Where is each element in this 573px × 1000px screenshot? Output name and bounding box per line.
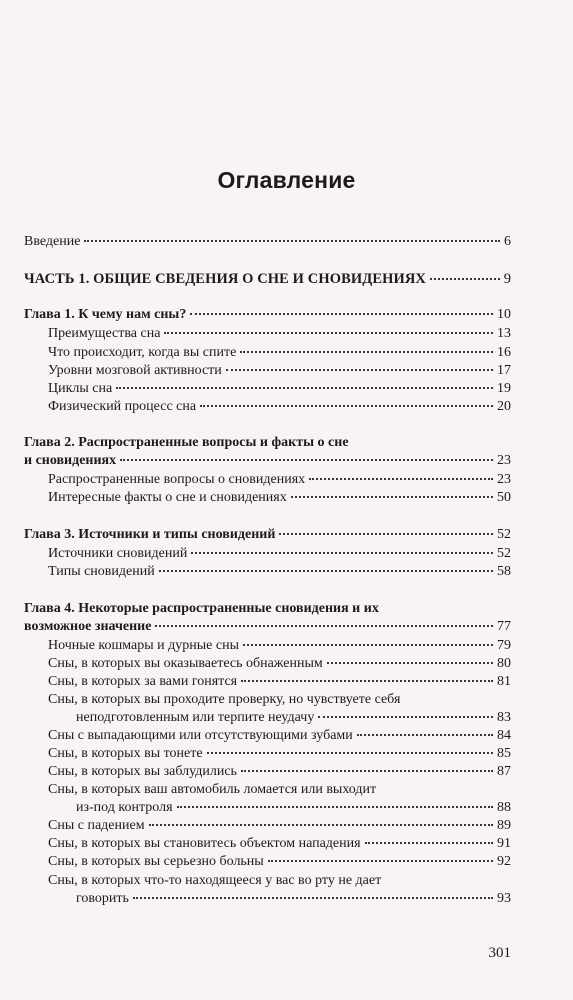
dot-leader bbox=[357, 734, 493, 736]
toc-label: говорить bbox=[76, 891, 129, 906]
toc-entry bbox=[48, 853, 511, 871]
dot-leader bbox=[133, 897, 493, 899]
toc-label: Источники сновидений bbox=[48, 546, 188, 561]
toc-label: Глава 3. Источники и типы сновидений bbox=[24, 527, 276, 542]
dot-leader bbox=[309, 478, 493, 480]
toc-label: Введение bbox=[24, 234, 81, 249]
toc-page: 81 bbox=[497, 674, 511, 689]
toc-entry bbox=[76, 799, 511, 817]
dot-leader bbox=[155, 625, 493, 627]
dot-leader bbox=[241, 680, 493, 682]
toc-label: Сны, в которых вы тонете bbox=[48, 746, 203, 761]
toc-label: Преимущества сна bbox=[48, 326, 161, 341]
toc-page: 19 bbox=[497, 381, 511, 396]
toc-page: 13 bbox=[497, 326, 511, 341]
toc-page: 92 bbox=[497, 854, 511, 869]
toc-entry-line1: Сны, в которых ваш автомобиль ломается или выходит bbox=[48, 782, 377, 797]
toc-label: Что происходит, когда вы спите bbox=[48, 345, 237, 360]
dot-leader bbox=[159, 570, 493, 572]
dot-leader bbox=[226, 369, 493, 371]
dot-leader bbox=[318, 716, 493, 718]
toc-page: 23 bbox=[497, 453, 511, 468]
toc-page: 50 bbox=[497, 490, 511, 505]
toc-label: и сновидениях bbox=[24, 453, 117, 468]
toc-entry bbox=[48, 763, 511, 781]
toc-chapter-2-title-line1: Глава 2. Распространенные вопросы и факты о сне bbox=[24, 435, 349, 450]
toc-page: 16 bbox=[497, 345, 511, 360]
dot-leader bbox=[268, 860, 493, 862]
toc-page: 77 bbox=[497, 619, 511, 634]
toc-page: 9 bbox=[503, 271, 511, 287]
toc-entry-chapter-4 bbox=[24, 618, 511, 636]
toc-label: Сны, в которых вы серьезно больны bbox=[48, 854, 264, 869]
toc-label: из-под контроля bbox=[76, 800, 173, 815]
dot-leader bbox=[177, 806, 493, 808]
dot-leader bbox=[191, 552, 493, 554]
toc-entry-chapter-3 bbox=[24, 526, 511, 544]
toc-page: 93 bbox=[497, 891, 511, 906]
toc-entry bbox=[76, 890, 511, 908]
page-number: 301 bbox=[488, 945, 511, 961]
toc-label: Типы сновидений bbox=[48, 564, 155, 579]
toc-entry bbox=[48, 673, 511, 691]
dot-leader bbox=[116, 387, 493, 389]
toc-page: 23 bbox=[497, 472, 511, 487]
toc-entry-line1: Сны, в которых что-то находящееся у вас во рту не дает bbox=[48, 873, 382, 888]
dot-leader bbox=[164, 332, 493, 334]
toc-label: возможное значение bbox=[24, 619, 152, 634]
toc-entry-intro bbox=[24, 233, 511, 251]
dot-leader bbox=[149, 824, 493, 826]
toc-label: Сны, в которых вы становитесь объектом нападения bbox=[48, 836, 361, 851]
toc-label: неподготовленным или терпите неудачу bbox=[76, 710, 315, 725]
dot-leader bbox=[240, 351, 493, 353]
toc-label: Ночные кошмары и дурные сны bbox=[48, 638, 239, 653]
toc-page: 17 bbox=[497, 363, 511, 378]
toc-entry bbox=[48, 325, 511, 343]
toc-entry-part-1 bbox=[24, 270, 511, 288]
toc-label: Глава 1. К чему нам сны? bbox=[24, 307, 187, 322]
dot-leader bbox=[243, 644, 493, 646]
toc-entry bbox=[48, 563, 511, 581]
dot-leader bbox=[200, 405, 493, 407]
toc-entry bbox=[48, 655, 511, 673]
toc-page: 80 bbox=[497, 656, 511, 671]
toc-label: Распространенные вопросы о сновидениях bbox=[48, 472, 306, 487]
page-title: Оглавление bbox=[217, 167, 356, 193]
dot-leader bbox=[241, 770, 493, 772]
toc-entry bbox=[48, 545, 511, 563]
toc-label: Физический процесс сна bbox=[48, 399, 197, 414]
toc-entry bbox=[48, 745, 511, 763]
toc-page: 88 bbox=[497, 800, 511, 815]
toc-entry bbox=[48, 362, 511, 380]
dot-leader bbox=[84, 240, 500, 242]
dot-leader bbox=[430, 278, 500, 280]
toc-label: Сны, в которых вы заблудились bbox=[48, 764, 237, 779]
toc-chapter-4-title-line1: Глава 4. Некоторые распространенные сновидения и их bbox=[24, 601, 379, 616]
toc-page: 91 bbox=[497, 836, 511, 851]
dot-leader bbox=[120, 459, 493, 461]
toc-entry bbox=[48, 835, 511, 853]
toc-label: ЧАСТЬ 1. ОБЩИЕ СВЕДЕНИЯ О СНЕ И СНОВИДЕНИЯХ bbox=[24, 271, 427, 287]
dot-leader bbox=[291, 496, 493, 498]
toc-label: Уровни мозговой активности bbox=[48, 363, 222, 378]
toc-entry bbox=[48, 727, 511, 745]
toc-entry bbox=[48, 471, 511, 489]
dot-leader bbox=[279, 533, 493, 535]
toc-page: 20 bbox=[497, 399, 511, 414]
toc-label: Сны, в которых вы оказываетесь обнаженным bbox=[48, 656, 323, 671]
toc-entry bbox=[48, 637, 511, 655]
toc-page: 85 bbox=[497, 746, 511, 761]
toc-entry-line1: Сны, в которых вы проходите проверку, но чувствуете себя bbox=[48, 692, 401, 707]
toc-page: 87 bbox=[497, 764, 511, 779]
toc-label: Интересные факты о сне и сновидениях bbox=[48, 490, 287, 505]
dot-leader bbox=[365, 842, 493, 844]
toc-entry bbox=[48, 489, 511, 507]
dot-leader bbox=[190, 313, 493, 315]
toc-entry-chapter-1 bbox=[24, 306, 511, 324]
toc-page: 79 bbox=[497, 638, 511, 653]
toc-entry bbox=[76, 709, 511, 727]
toc-label: Сны с падением bbox=[48, 818, 145, 833]
toc-page: 10 bbox=[497, 307, 511, 322]
toc-page: 58 bbox=[497, 564, 511, 579]
dot-leader bbox=[207, 752, 493, 754]
toc-label: Циклы сна bbox=[48, 381, 113, 396]
toc-page: 84 bbox=[497, 728, 511, 743]
toc-entry bbox=[48, 380, 511, 398]
toc-page: 89 bbox=[497, 818, 511, 833]
toc-entry bbox=[48, 817, 511, 835]
toc-page: 52 bbox=[497, 546, 511, 561]
toc-page: 83 bbox=[497, 710, 511, 725]
toc-page: 6 bbox=[504, 234, 511, 249]
toc-entry-chapter-2 bbox=[24, 452, 511, 470]
toc-page: 52 bbox=[497, 527, 511, 542]
toc-label: Сны, в которых за вами гонятся bbox=[48, 674, 238, 689]
toc-entry bbox=[48, 344, 511, 362]
dot-leader bbox=[327, 662, 493, 664]
toc-label: Сны с выпадающими или отсутствующими зубами bbox=[48, 728, 353, 743]
toc-entry bbox=[48, 398, 511, 416]
